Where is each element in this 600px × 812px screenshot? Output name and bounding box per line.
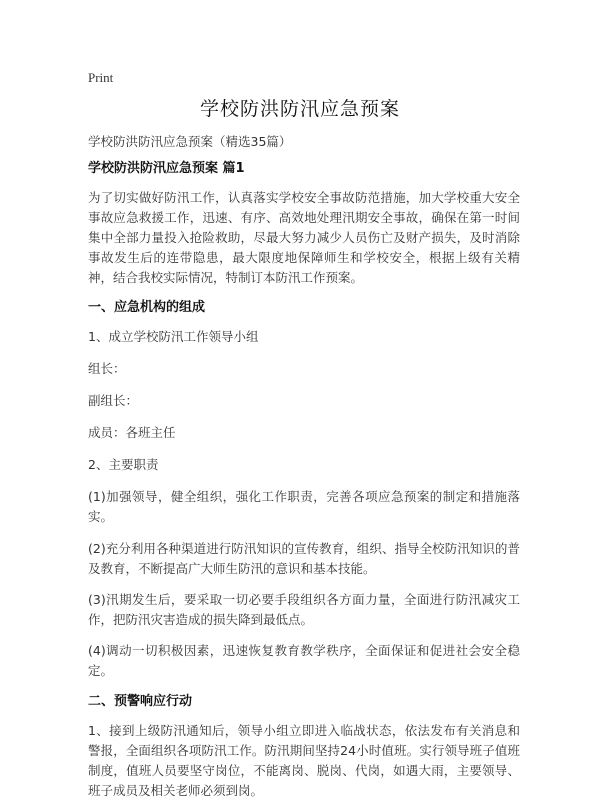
response-1: 1、接到上级防汛通知后，领导小组立即进入临战状态，依法发布有关消息和警报，全面组织各项防汛工作。防汛期间坚持24小时值班。实行领导班子值班制度，值班人员要坚守岗位，不能离岗、脱岗、代岗，如遇大雨，主要领导、班子成员及相关老师必须到岗。 [88,723,520,798]
leader-line: 组长： [88,361,126,376]
duty-2: (2)充分利用各种渠道进行防汛知识的宣传教育，组织、指导全校防汛知识的普及教育，不断提高广大师生防汛的意识和基本技能。 [88,541,520,576]
duty-3: (3)汛期发生后，要采取一切必要手段组织各方面力量，全面进行防汛减灾工作，把防汛灾害造成的损失降到最低点。 [88,592,520,627]
item-leadership-group: 1、成立学校防汛工作领导小组 [88,329,259,344]
article-body [88,160,520,812]
duty-1: (1)加强领导，健全组织，强化工作职责，完善各项应急预案的制定和措施落实。 [88,489,520,524]
members-line: 成员：各班主任 [88,425,176,440]
print-link[interactable]: Print [88,70,114,85]
intro-paragraph: 为了切实做好防汛工作，认真落实学校安全事故防范措施，加大学校重大安全事故应急救援工作，迅速、有序、高效地处理汛期安全事故，确保在第一时间集中全部力量投入抢险救助，尽最大努力减少人员伤亡及财产损失，及时消除事故发生后的连带隐患，最大限度地保障师生和学校安全，根据上级有关精神，结合我校实际情况，特制订本防汛工作预案。 [88,190,520,285]
page-title: 学校防洪防汛应急预案 [199,98,400,120]
duty-4: (4)调动一切积极因素，迅速恢复教育教学秩序，全面保证和促进社会安全稳定。 [88,643,520,678]
document-subtitle: 学校防洪防汛应急预案（精选35篇） [88,134,292,149]
heading-warning-response: 二、预警响应行动 [88,694,193,709]
section-title: 学校防洪防汛应急预案 篇1 [88,161,245,176]
heading-organization: 一、应急机构的组成 [88,300,206,315]
deputy-leader-line: 副组长： [88,393,139,408]
item-main-duties: 2、主要职责 [88,457,159,472]
